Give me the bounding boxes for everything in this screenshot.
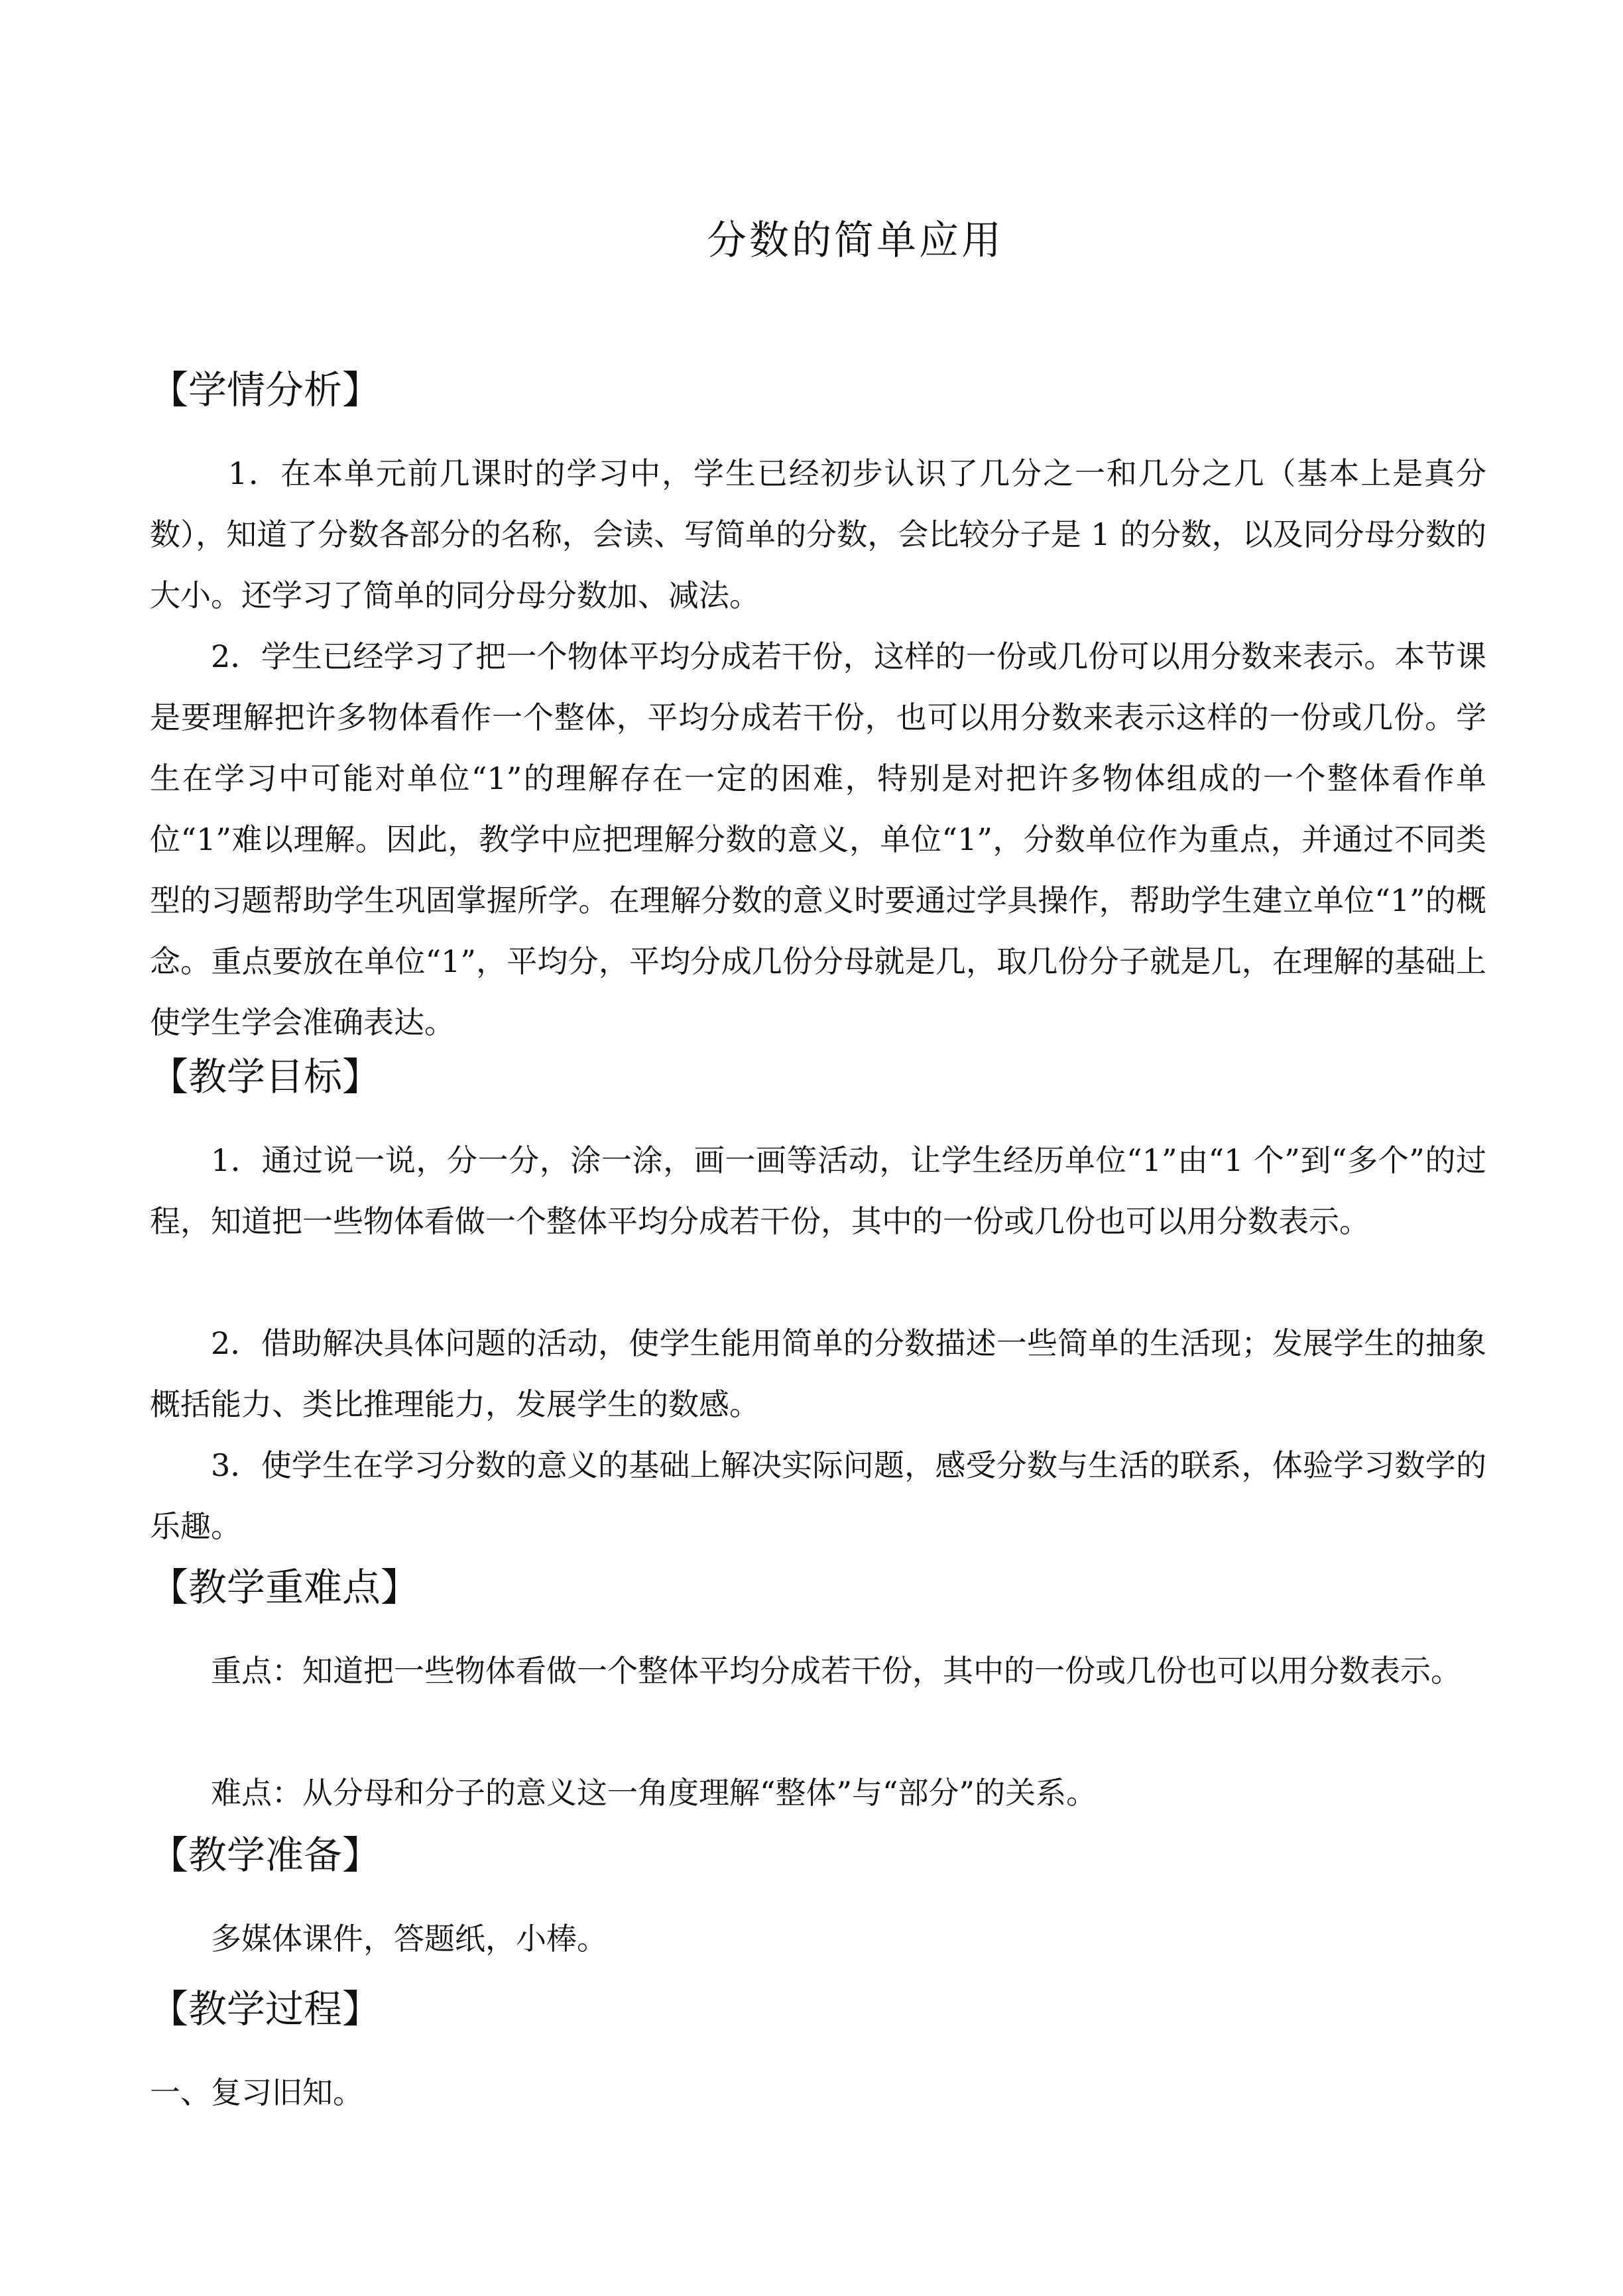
learning-analysis-paragraph-1: 1．在本单元前几课时的学习中，学生已经初步认识了几分之一和几分之几（基本上是真分数），知道了分数各部分的名称，会读、写简单的分数，会比较分子是 1 的分数，以及同分母分数的大小。还学习了简单的同分母分数加、减法。 [150, 455, 1486, 613]
section-heading-teaching-preparation: 【教学准备】 [150, 1833, 381, 1878]
teaching-process-step-1: 一、复习旧知。 [150, 2075, 363, 2110]
teaching-goals-paragraph-2: 2．借助解决具体问题的活动，使学生能用简单的分数描述一些简单的生活现；发展学生的抽象概括能力、类比推理能力，发展学生的数感。 [150, 1325, 1486, 1422]
learning-analysis-paragraph-2: 2．学生已经学习了把一个物体平均分成若干份，这样的一份或几份可以用分数来表示。本节课是要理解把许多物体看作一个整体，平均分成若干份，也可以用分数来表示这样的一份或几份。学生在学习中可能对单位“1”的理解存在一定的困难，特别是对把许多物体组成的一个整体看作单位“1”难以理解。因此，教学中应把理解分数的意义，单位“1”，分数单位作为重点，并通过不同类型的习题帮助学生巩固掌握所学。在理解分数的意义时要通过学具操作，帮助学生建立单位“1”的概念。重点要放在单位“1”，平均分，平均分成几份分母就是几，取几份分子就是几，在理解的基础上使学生学会准确表达。 [150, 638, 1486, 1040]
section-heading-key-difficult-points: 【教学重难点】 [150, 1565, 420, 1610]
section-heading-learning-analysis: 【学情分析】 [150, 367, 381, 412]
document-title: 分数的简单应用 [707, 217, 1004, 264]
section-heading-teaching-goals: 【教学目标】 [150, 1054, 381, 1099]
teaching-preparation-paragraph: 多媒体课件，答题纸，小棒。 [211, 1921, 607, 1957]
teaching-goals-paragraph-1: 1．通过说一说，分一分，涂一涂，画一画等活动，让学生经历单位“1”由“1 个”到“多个”的过程，知道把一些物体看做一个整体平均分成若干份，其中的一份或几份也可以用分数表示。 [150, 1142, 1486, 1239]
key-point-paragraph: 重点：知道把一些物体看做一个整体平均分成若干份，其中的一份或几份也可以用分数表示。 [211, 1653, 1461, 1689]
teaching-goals-paragraph-3: 3．使学生在学习分数的意义的基础上解决实际问题，感受分数与生活的联系，体验学习数学的乐趣。 [150, 1447, 1486, 1544]
section-heading-teaching-process: 【教学过程】 [150, 1986, 381, 2031]
difficult-point-paragraph: 难点：从分母和分子的意义这一角度理解“整体”与“部分”的关系。 [211, 1775, 1097, 1811]
